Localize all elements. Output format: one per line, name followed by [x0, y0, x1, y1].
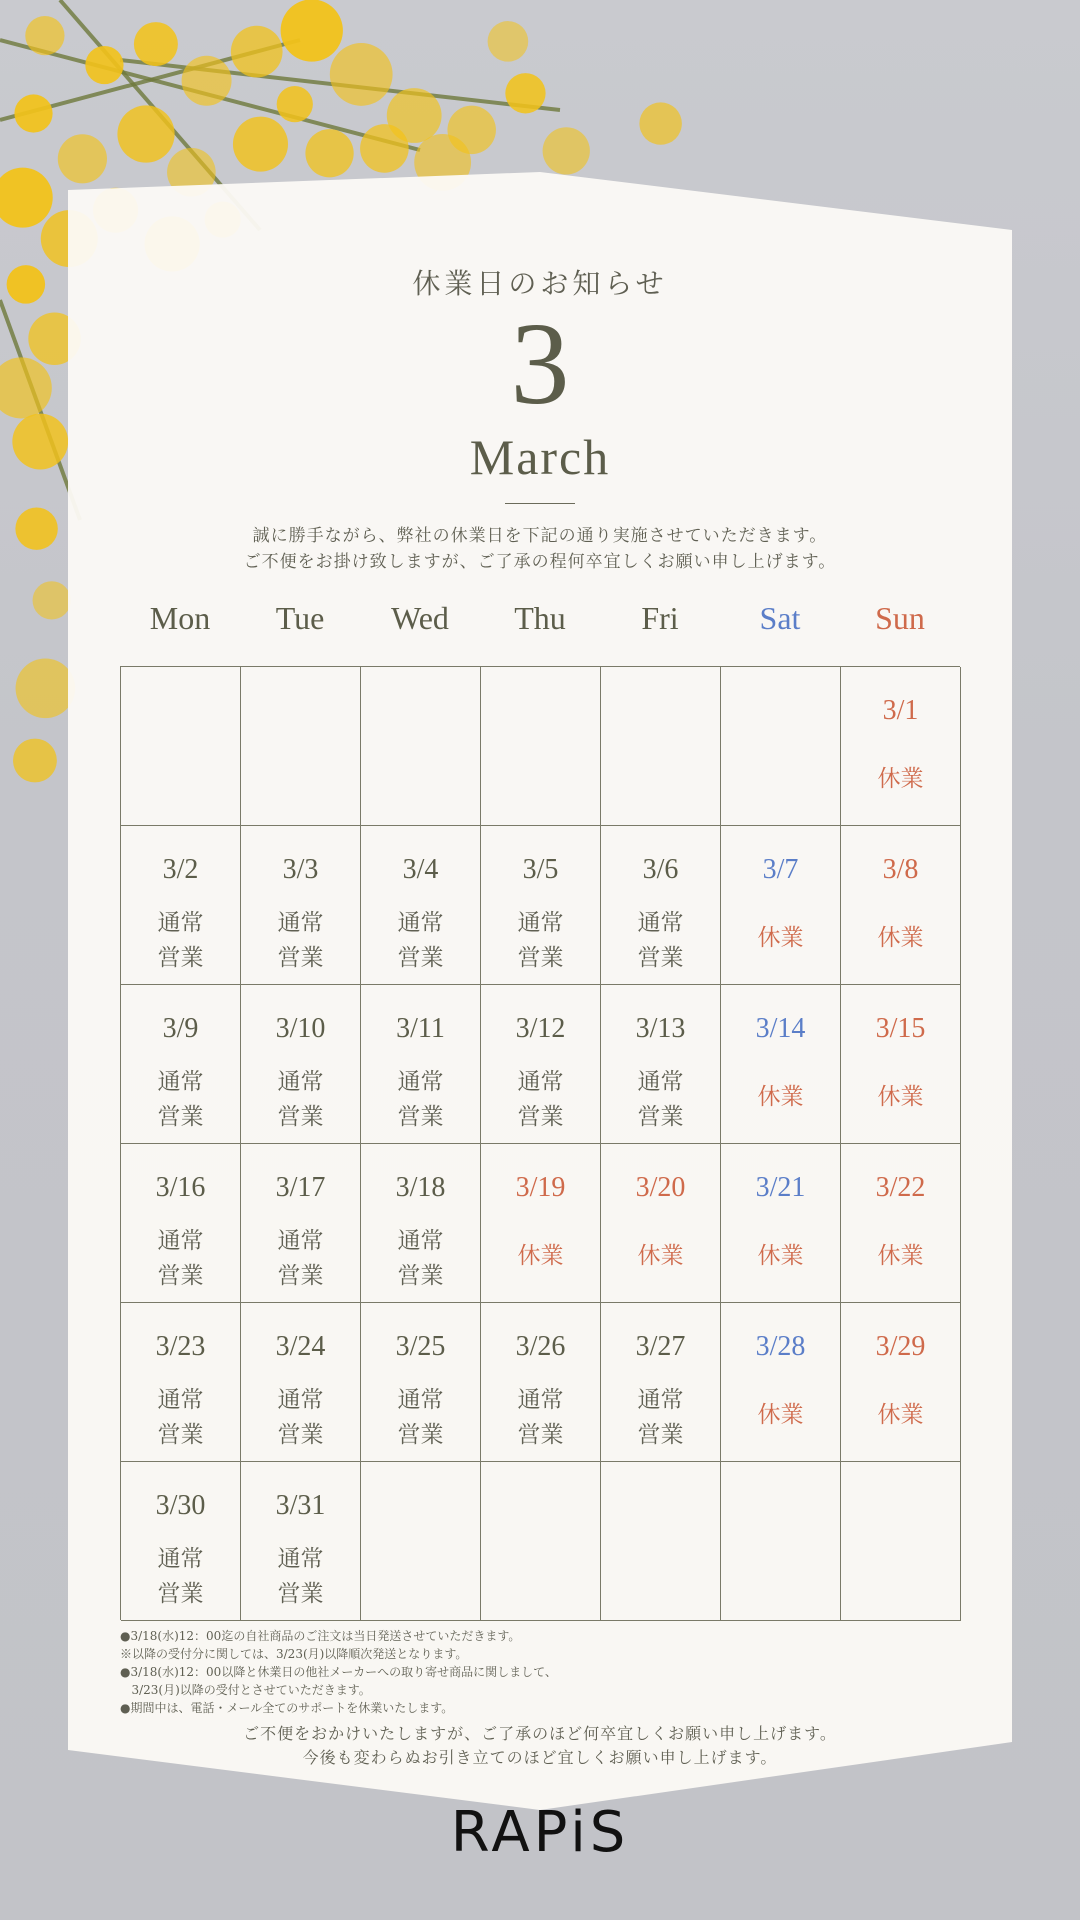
- calendar-day-cell: [361, 826, 481, 985]
- calendar-empty-cell: [721, 667, 841, 826]
- page-title: 休業日のお知らせ: [412, 267, 668, 300]
- calendar-empty-cell: [241, 667, 361, 826]
- calendar-day-cell: [361, 985, 481, 1144]
- calendar-empty-cell: [481, 1462, 601, 1621]
- weekday-header: [120, 600, 960, 650]
- day-status-open: 通常 営業: [277, 1228, 324, 1289]
- day-date: 3/16: [155, 1172, 206, 1203]
- calendar-day-cell: [481, 1303, 601, 1462]
- calendar-grid: [120, 666, 960, 1620]
- day-date: 3/2: [162, 854, 199, 885]
- note-line: ●3/18(水)12：00迄の自社商品のご注文は当日発送させていただきます。: [120, 1629, 521, 1643]
- day-status-closed: 休業: [757, 1243, 804, 1269]
- calendar-day-cell: [601, 1144, 721, 1303]
- closing-line: 今後も変わらぬお引き立てのほど宜しくお願い申し上げます。: [302, 1748, 778, 1767]
- closing-line: ご不便をおかけいたしますが、ご了承のほど何卒宜しくお願い申し上げます。: [243, 1724, 837, 1743]
- day-date: 3/20: [635, 1172, 686, 1203]
- day-status-open: 通常 営業: [397, 1387, 444, 1448]
- day-status-open: 通常 営業: [517, 910, 564, 971]
- day-date: 3/27: [635, 1331, 686, 1362]
- day-status-open: 通常 営業: [397, 1069, 444, 1130]
- day-date: 3/19: [515, 1172, 566, 1203]
- day-status-open: 通常 営業: [157, 910, 204, 971]
- brand-logo: RAPiS: [450, 1800, 630, 1865]
- day-date: 3/4: [402, 854, 439, 885]
- calendar-day-cell: [121, 1144, 241, 1303]
- calendar-empty-cell: [121, 667, 241, 826]
- notes: [120, 1627, 960, 1717]
- calendar-empty-cell: [721, 1462, 841, 1621]
- day-status-closed: 休業: [757, 925, 804, 951]
- day-date: 3/14: [755, 1013, 806, 1044]
- day-status-closed: 休業: [877, 925, 924, 951]
- divider-line: [505, 503, 575, 504]
- day-date: 3/31: [275, 1490, 326, 1521]
- note-line: ●3/18(水)12：00以降と休業日の他社メーカーへの取り寄せ商品に関しまして、: [120, 1665, 557, 1679]
- day-status-open: 通常 営業: [277, 1546, 324, 1607]
- day-date: 3/25: [395, 1331, 446, 1362]
- day-status-open: 通常 営業: [637, 1387, 684, 1448]
- calendar-day-cell: [241, 1144, 361, 1303]
- weekday-sun: Sun: [875, 600, 925, 636]
- day-date: 3/17: [275, 1172, 326, 1203]
- day-status-open: 通常 営業: [517, 1069, 564, 1130]
- weekday-mon: Mon: [149, 600, 211, 636]
- calendar-day-cell: [121, 1462, 241, 1621]
- month-number: 3: [510, 298, 570, 429]
- calendar-empty-cell: [841, 1462, 961, 1621]
- calendar-day-cell: [841, 1303, 961, 1462]
- calendar-day-cell: [361, 1144, 481, 1303]
- weekday-thu: Thu: [514, 600, 566, 636]
- calendar-day-cell: [481, 1144, 601, 1303]
- weekday-sat: Sat: [759, 600, 801, 636]
- day-status-open: 通常 営業: [517, 1387, 564, 1448]
- day-status-closed: 休業: [877, 766, 924, 792]
- calendar-empty-cell: [601, 1462, 721, 1621]
- day-status-open: 通常 営業: [277, 1069, 324, 1130]
- day-status-open: 通常 営業: [397, 910, 444, 971]
- day-status-closed: 休業: [637, 1243, 684, 1269]
- day-date: 3/28: [755, 1331, 806, 1362]
- day-date: 3/21: [755, 1172, 806, 1203]
- intro-line: ご不便をお掛け致しますが、ご了承の程何卒宜しくお願い申し上げます。: [243, 552, 837, 572]
- day-status-closed: 休業: [757, 1402, 804, 1428]
- day-date: 3/23: [155, 1331, 206, 1362]
- day-status-open: 通常 営業: [637, 1069, 684, 1130]
- calendar-day-cell: [241, 985, 361, 1144]
- calendar-day-cell: [121, 826, 241, 985]
- calendar-day-cell: [481, 985, 601, 1144]
- day-date: 3/7: [762, 854, 799, 885]
- day-status-open: 通常 営業: [397, 1228, 444, 1289]
- calendar-day-cell: [601, 1303, 721, 1462]
- calendar-empty-cell: [361, 667, 481, 826]
- day-date: 3/18: [395, 1172, 446, 1203]
- calendar-day-cell: [721, 985, 841, 1144]
- calendar-day-cell: [121, 985, 241, 1144]
- day-status-closed: 休業: [877, 1243, 924, 1269]
- day-date: 3/15: [875, 1013, 926, 1044]
- day-status-open: 通常 営業: [157, 1387, 204, 1448]
- day-date: 3/13: [635, 1013, 686, 1044]
- intro-text: [0, 523, 1080, 575]
- day-status-open: 通常 営業: [277, 1387, 324, 1448]
- day-date: 3/5: [522, 854, 559, 885]
- calendar-day-cell: [841, 667, 961, 826]
- intro-line: 誠に勝手ながら、弊社の休業日を下記の通り実施させていただきます。: [252, 526, 828, 546]
- day-date: 3/6: [642, 854, 679, 885]
- closing-text: [0, 1722, 1080, 1770]
- calendar-day-cell: [121, 1303, 241, 1462]
- day-date: 3/9: [162, 1013, 199, 1044]
- calendar-day-cell: [721, 826, 841, 985]
- day-status-open: 通常 営業: [277, 910, 324, 971]
- day-date: 3/10: [275, 1013, 326, 1044]
- calendar-day-cell: [241, 1303, 361, 1462]
- calendar-day-cell: [721, 1144, 841, 1303]
- calendar-day-cell: [241, 1462, 361, 1621]
- day-date: 3/1: [882, 695, 919, 726]
- calendar-day-cell: [841, 826, 961, 985]
- month-name: March: [469, 429, 611, 485]
- calendar-day-cell: [841, 1144, 961, 1303]
- calendar-empty-cell: [481, 667, 601, 826]
- weekday-tue: Tue: [275, 600, 325, 636]
- day-status-closed: 休業: [517, 1243, 564, 1269]
- day-date: 3/3: [282, 854, 319, 885]
- day-status-closed: 休業: [877, 1402, 924, 1428]
- day-date: 3/30: [155, 1490, 206, 1521]
- day-date: 3/8: [882, 854, 919, 885]
- calendar-day-cell: [361, 1303, 481, 1462]
- note-line: 3/23(月)以降の受付とさせていただきます。: [120, 1683, 371, 1697]
- day-status-closed: 休業: [877, 1084, 924, 1110]
- day-date: 3/12: [515, 1013, 566, 1044]
- calendar-day-cell: [841, 985, 961, 1144]
- weekday-fri: Fri: [641, 600, 679, 636]
- day-date: 3/11: [396, 1013, 445, 1044]
- calendar-day-cell: [481, 826, 601, 985]
- day-date: 3/26: [515, 1331, 566, 1362]
- calendar-day-cell: [241, 826, 361, 985]
- calendar-empty-cell: [601, 667, 721, 826]
- calendar-day-cell: [721, 1303, 841, 1462]
- day-status-open: 通常 営業: [637, 910, 684, 971]
- day-status-open: 通常 営業: [157, 1228, 204, 1289]
- day-status-open: 通常 営業: [157, 1546, 204, 1607]
- day-date: 3/22: [875, 1172, 926, 1203]
- day-date: 3/29: [875, 1331, 926, 1362]
- weekday-wed: Wed: [391, 600, 449, 636]
- day-status-closed: 休業: [757, 1084, 804, 1110]
- day-status-open: 通常 営業: [157, 1069, 204, 1130]
- calendar-day-cell: [601, 826, 721, 985]
- day-date: 3/24: [275, 1331, 326, 1362]
- note-line: ●期間中は、電話・メール全てのサポートを休業いたします。: [120, 1701, 454, 1715]
- calendar-day-cell: [601, 985, 721, 1144]
- calendar-empty-cell: [361, 1462, 481, 1621]
- note-line: ※以降の受付分に関しては、3/23(月)以降順次発送となります。: [120, 1647, 468, 1661]
